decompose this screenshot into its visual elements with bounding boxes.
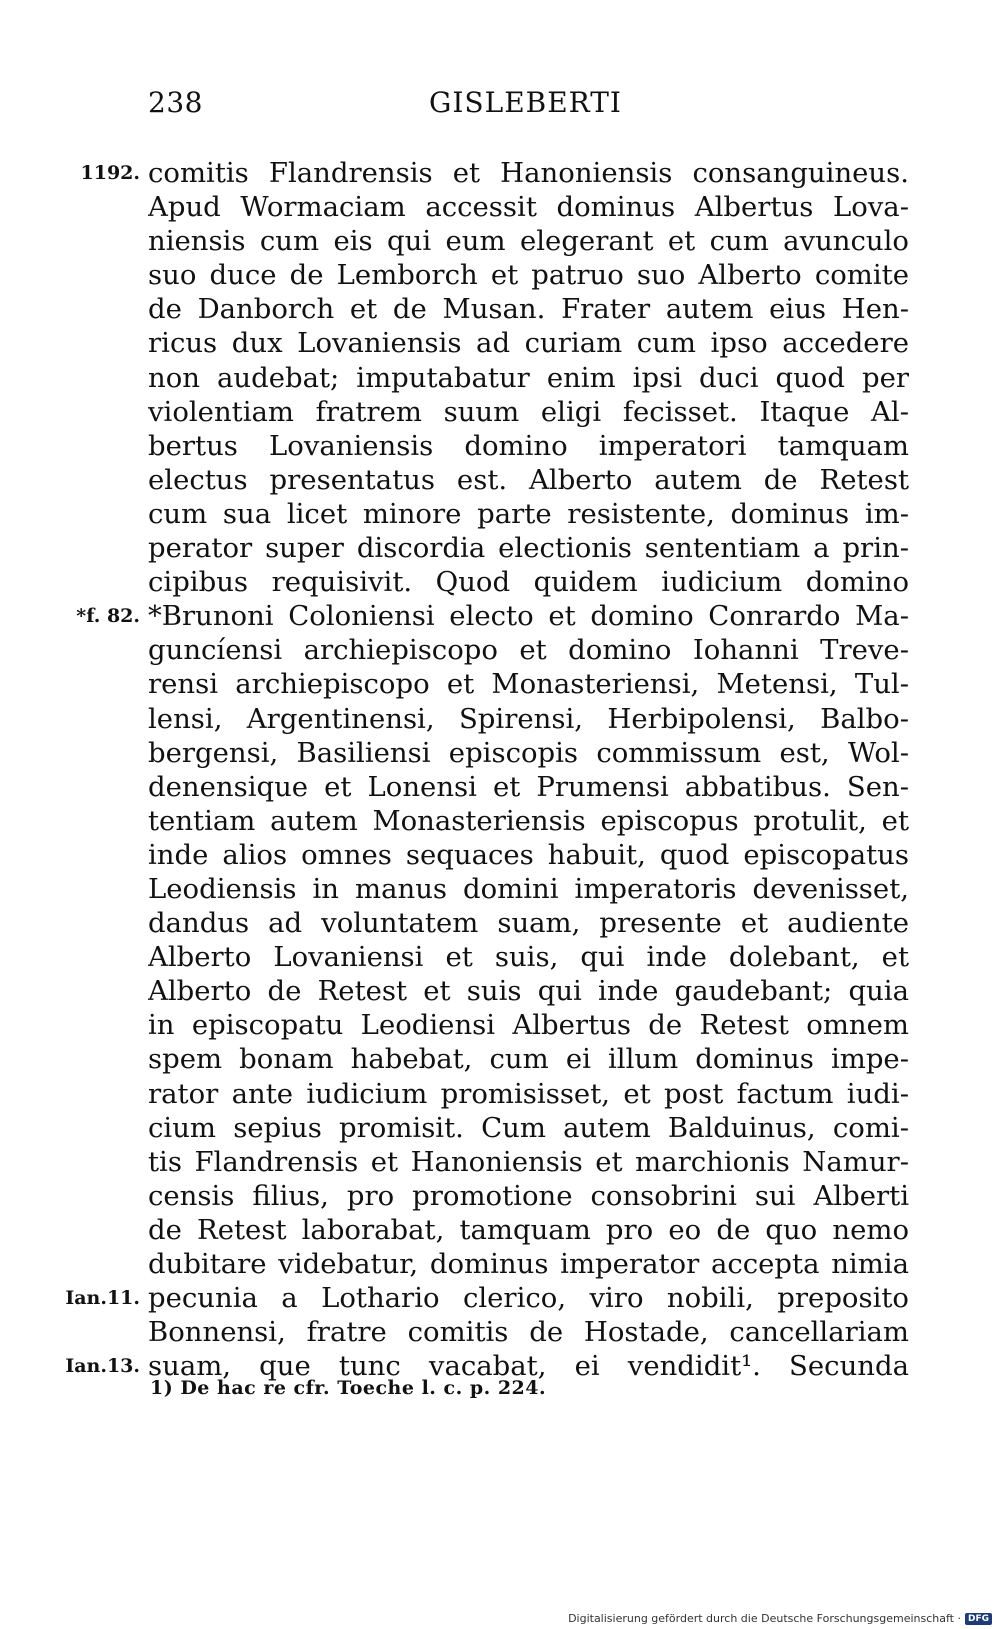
line-text: suam, que tunc vacabat, ei vendidit¹. Secunda [148, 1350, 909, 1383]
line-text: Alberto de Retest et suis qui inde gaudebant; quia [148, 975, 909, 1008]
line-text: *Brunoni Coloniensi electo et domino Conrardo Ma- [148, 600, 909, 633]
line-text: de Retest laborabat, tamquam pro eo de quo nemo [148, 1213, 909, 1246]
line-text: de Danborch et de Musan. Frater autem eius Hen- [148, 293, 909, 326]
text-line [0, 531, 1000, 565]
line-text: censis filius, pro promotione consobrini sui Alberti [148, 1179, 909, 1212]
dfg-logo: DFG [965, 1613, 992, 1625]
digitization-credit [568, 1612, 992, 1625]
text-line [0, 940, 1000, 974]
line-text: Alberto Lovaniensi et suis, qui inde dolebant, et [148, 941, 909, 974]
text-line [0, 224, 1000, 258]
credit-text: Digitalisierung gefördert durch die Deutsche Forschungsgemeinschaft · [568, 1612, 961, 1625]
line-text: inde alios omnes sequaces habuit, quod episcopatus [148, 838, 909, 871]
running-head: GISLEBERTI [429, 86, 622, 119]
page-header [0, 86, 1000, 126]
line-text: spem bonam habebat, cum ei illum dominus impe- [148, 1043, 909, 1076]
text-line [0, 292, 1000, 326]
text-line [0, 1077, 1000, 1111]
line-text: dandus ad voluntatem suam, presente et audiente [148, 907, 909, 940]
line-text: bertus Lovaniensis domino imperatori tamquam [148, 429, 909, 462]
marginal-note: 1192. [80, 162, 140, 184]
page-number: 238 [148, 86, 203, 119]
line-text: perator super discordia electionis sententiam a prin- [148, 532, 909, 565]
line-text: suo duce de Lemborch et patruo suo Alberto comite [148, 259, 909, 292]
text-line [0, 599, 1000, 633]
text-line [0, 702, 1000, 736]
text-line [0, 1179, 1000, 1213]
text-line [0, 361, 1000, 395]
line-text: Leodiensis in manus domini imperatoris devenisset, [148, 872, 909, 905]
text-line [0, 736, 1000, 770]
line-text: in episcopatu Leodiensi Albertus de Retest omnem [148, 1009, 909, 1042]
text-line [0, 1042, 1000, 1076]
marginal-note: Ian.13. [65, 1355, 140, 1378]
line-text: rator ante iudicium promisisset, et post factum iudi- [148, 1077, 909, 1110]
footnote: 1) De hac re cfr. Toeche l. c. p. 224. [150, 1377, 547, 1399]
text-line [0, 667, 1000, 701]
text-line [0, 906, 1000, 940]
line-text: cum sua licet minore parte resistente, dominus im- [148, 497, 909, 530]
main-text [0, 156, 1000, 1383]
text-line [0, 258, 1000, 292]
line-text: electus presentatus est. Alberto autem de Retest [148, 463, 909, 496]
text-line [0, 633, 1000, 667]
text-line [0, 190, 1000, 224]
line-text: lensi, Argentinensi, Spirensi, Herbipolensi, Balbo- [148, 702, 909, 735]
text-line [0, 429, 1000, 463]
text-line [0, 872, 1000, 906]
text-line [0, 156, 1000, 190]
line-text: bergensi, Basiliensi episcopis commissum est, Wol- [148, 736, 909, 769]
text-line [0, 804, 1000, 838]
text-line [0, 974, 1000, 1008]
text-line [0, 326, 1000, 360]
line-text: dubitare videbatur, dominus imperator accepta nimia [148, 1248, 909, 1280]
text-line [0, 1315, 1000, 1349]
line-text: ricus dux Lovaniensis ad curiam cum ipso accedere [148, 327, 909, 360]
line-text: niensis cum eis qui eum elegerant et cum avunculo [148, 225, 909, 258]
line-text: Bonnensi, fratre comitis de Hostade, cancellariam [148, 1316, 909, 1349]
text-line [0, 1111, 1000, 1145]
text-line [0, 1213, 1000, 1247]
line-text: cipibus requisivit. Quod quidem iudicium domino [148, 566, 909, 599]
text-line [0, 497, 1000, 531]
line-text: non audebat; imputabatur enim ipsi duci quod per [148, 361, 909, 394]
line-text: denensique et Lonensi et Prumensi abbatibus. Sen- [148, 770, 909, 803]
line-text: guncíensi archiepiscopo et domino Iohanni Treve- [148, 634, 909, 667]
text-line [0, 838, 1000, 872]
line-text: rensi archiepiscopo et Monasteriensi, Metensi, Tul- [148, 668, 909, 701]
line-text: tentiam autem Monasteriensis episcopus protulit, et [148, 804, 909, 837]
text-line [0, 1247, 1000, 1281]
text-line [0, 1145, 1000, 1179]
line-text: comitis Flandrensis et Hanoniensis consanguineus. [148, 157, 909, 189]
text-line [0, 565, 1000, 599]
text-line [0, 770, 1000, 804]
line-text: tis Flandrensis et Hanoniensis et marchionis Namur- [148, 1145, 909, 1178]
line-text: pecunia a Lothario clerico, viro nobili, preposito [148, 1282, 909, 1315]
marginal-note: Ian.11. [65, 1287, 140, 1310]
text-line [0, 395, 1000, 429]
text-line [0, 1008, 1000, 1042]
line-text: Apud Wormaciam accessit dominus Albertus Lova- [148, 191, 909, 224]
line-text: violentiam fratrem suum eligi fecisset. Itaque Al- [148, 395, 909, 428]
text-line [0, 1281, 1000, 1315]
line-text: cium sepius promisit. Cum autem Balduinus, comi- [148, 1111, 909, 1144]
marginal-note: *f. 82. [76, 605, 140, 628]
text-line [0, 463, 1000, 497]
